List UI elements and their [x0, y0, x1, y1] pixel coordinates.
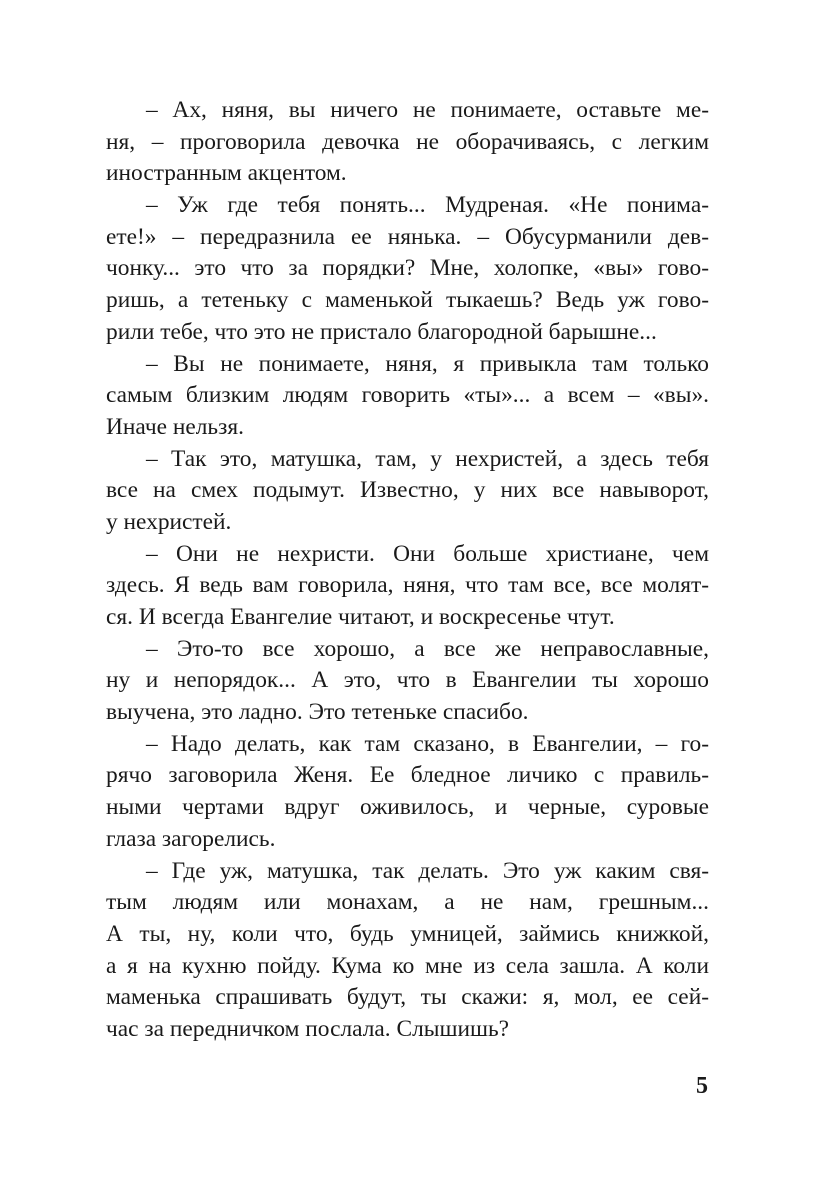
text-line: здесь. Я ведь вам говорила, няня, что там все, все молят- — [106, 572, 709, 599]
text-line: глаза загорелись. — [106, 825, 276, 852]
text-line: ете!» – передразнила ее нянька. – Обусурманили дев- — [106, 223, 709, 250]
text-line: а я на кухню пойду. Кума ко мне из села зашла. А коли — [106, 952, 709, 979]
text-line: – Вы не понимаете, няня, я привыкла там только — [146, 350, 709, 377]
text-line: час за передничком послала. Слышишь? — [106, 1015, 510, 1042]
text-line: – Так это, матушка, там, у нехристей, а здесь тебя — [146, 445, 709, 472]
text-line: ся. И всегда Евангелие читают, и воскресенье чтут. — [106, 604, 615, 630]
text-line: чонку... это что за порядки? Мне, холопке, «вы» гово- — [106, 255, 709, 282]
paragraph — [106, 95, 709, 190]
paragraph — [106, 729, 709, 856]
text-line: самым близким людям говорить «ты»... а всем – «вы». — [106, 382, 709, 409]
text-line: – Надо делать, как там сказано, в Евангелии, – го- — [146, 730, 709, 757]
text-line: Иначе нельзя. — [106, 413, 244, 440]
text-line: ну и непорядок... А это, что в Евангелии ты хорошо — [106, 667, 709, 694]
paragraph — [106, 634, 709, 729]
text-line: – Они не нехристи. Они больше христиане, чем — [146, 540, 709, 567]
text-line: у нехристей. — [106, 508, 232, 535]
page-body — [106, 95, 709, 1046]
text-line: все на смех подымут. Известно, у них все навыворот, — [106, 477, 709, 504]
text-line: – Где уж, матушка, так делать. Это уж каким свя- — [146, 857, 709, 884]
paragraph — [106, 349, 709, 444]
paragraph — [106, 190, 709, 348]
text-line: ня, – проговорила девочка не оборачиваясь, с легким — [106, 128, 709, 155]
text-line: – Это-то все хорошо, а все же неправославные, — [146, 635, 709, 662]
paragraph — [106, 539, 709, 634]
text-line: рячо заговорила Женя. Ее бледное личико с правиль- — [106, 762, 709, 789]
text-line: тым людям или монахам, а не нам, грешным... — [106, 889, 709, 916]
paragraph — [106, 856, 709, 1046]
page-number: 5 — [696, 1073, 708, 1099]
text-line: ными чертами вдруг оживилось, и черные, суровые — [106, 794, 709, 821]
text-line: А ты, ну, коли что, будь умницей, займись книжкой, — [106, 920, 709, 947]
text-line: рили тебе, что это не пристало благородной барышне... — [106, 318, 657, 345]
text-line: – Ах, няня, вы ничего не понимаете, оставьте ме- — [146, 97, 709, 123]
text-line: маменька спрашивать будут, ты скажи: я, мол, ее сей- — [106, 984, 709, 1011]
text-line: иностранным акцентом. — [106, 160, 347, 187]
paragraph — [106, 444, 709, 539]
text-line: выучена, это ладно. Это тетеньке спасибо. — [106, 699, 529, 726]
text-line: ришь, а тетеньку с маменькой тыкаешь? Ведь уж гово- — [106, 287, 709, 314]
text-line: – Уж где тебя понять... Мудреная. «Не понима- — [146, 192, 709, 219]
